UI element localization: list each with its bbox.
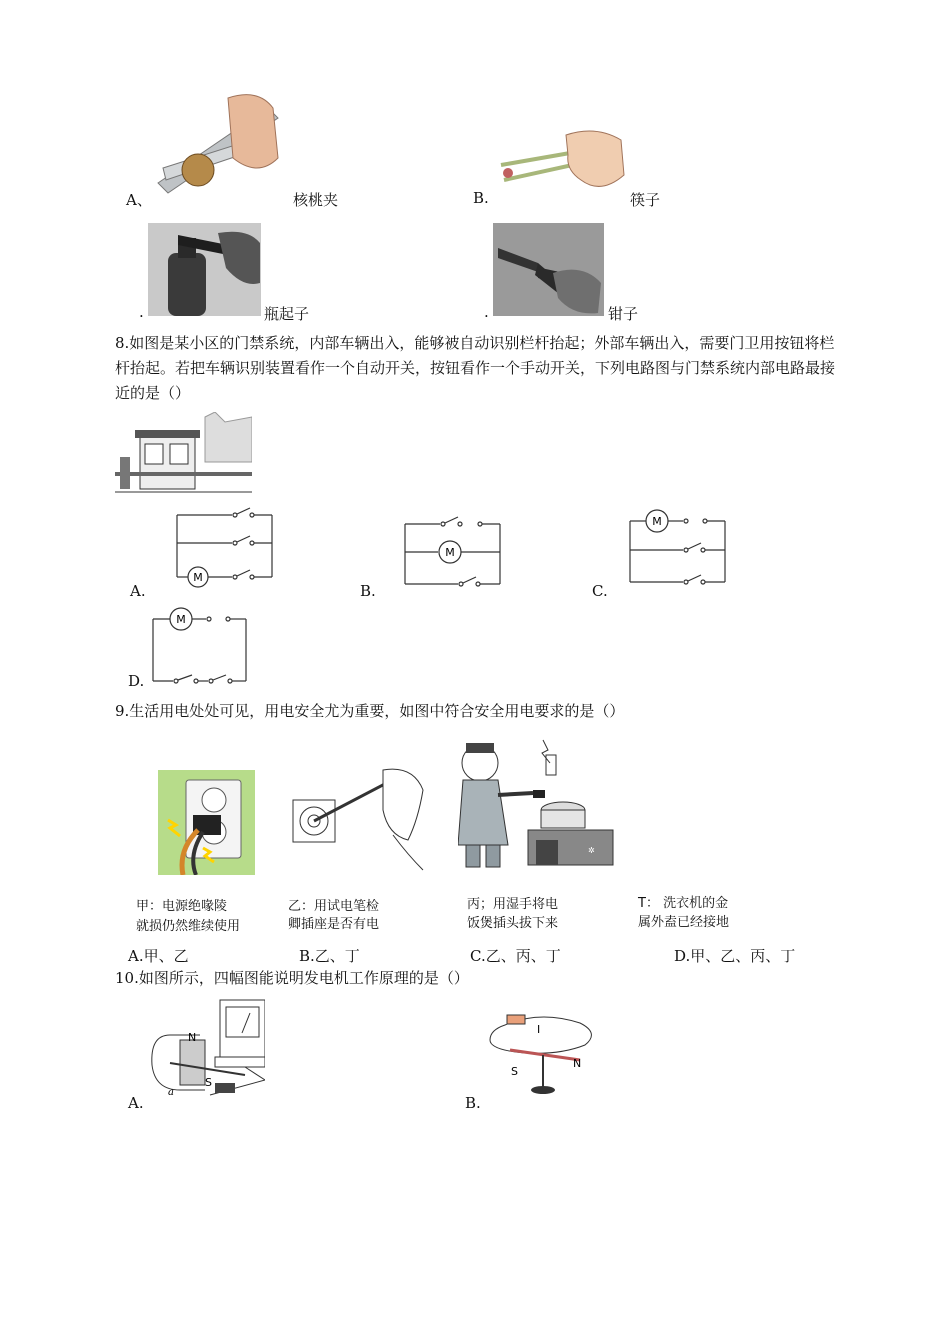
nutcracker-image bbox=[148, 88, 290, 200]
q10-question: 10.如图所示，四幅图能说明发电机工作原理的是（） bbox=[115, 969, 469, 987]
caption-yi-1: 乙：用试电笔检 bbox=[288, 899, 380, 914]
caption-bing-1: 丙；用湿手将电 bbox=[467, 897, 559, 912]
q8-option-b[interactable]: B. bbox=[360, 582, 376, 600]
label-a-a: a bbox=[168, 1087, 174, 1097]
motor-label-c: M bbox=[652, 515, 662, 528]
circuit-d bbox=[148, 605, 253, 685]
label-n-a: N bbox=[188, 1031, 197, 1044]
label-s-b: S bbox=[511, 1065, 518, 1078]
motor-label-d: M bbox=[176, 613, 186, 626]
bottle-opener-image bbox=[148, 223, 261, 316]
circuit-c bbox=[625, 506, 730, 588]
q8-question: 8.如图是某小区的门禁系统，内部车辆出入，能够被自动识别栏杆抬起；外部车辆出入，需要门卫用按钮将栏杆抬起。若把车辆识别装置看作一个自动开关，按钮看作一个手动开关，下列电路图与门禁系统内部电路最接近的是（） bbox=[115, 334, 836, 402]
caption-ding-2: 属外盍已经接地 bbox=[638, 915, 730, 930]
q7-option-b-label: 筷子 bbox=[630, 191, 661, 209]
q7-option-d-label: 钳子 bbox=[608, 305, 639, 323]
q8-option-c[interactable]: C. bbox=[592, 582, 608, 600]
caption-yi-2: 卿插座是否有电 bbox=[288, 917, 380, 932]
test-pen-image bbox=[288, 765, 428, 875]
q9-option-a[interactable]: A.甲、乙 bbox=[128, 947, 189, 965]
q7-option-c-label: 瓶起子 bbox=[264, 305, 310, 323]
circuit-a bbox=[170, 495, 280, 590]
label-s-a: S bbox=[205, 1076, 212, 1089]
wet-hand-image bbox=[458, 735, 616, 870]
q9-option-b[interactable]: B.乙、丁 bbox=[299, 947, 360, 965]
q9-option-c[interactable]: C.乙、丙、丁 bbox=[470, 947, 561, 965]
q7-option-a-label: 核桃夹 bbox=[293, 191, 339, 209]
q9-option-d[interactable]: D.甲、乙、丙、丁 bbox=[674, 947, 796, 965]
chopsticks-image bbox=[496, 125, 626, 195]
q8-option-d[interactable]: D. bbox=[128, 672, 145, 690]
caption-ding-1: T： 洗衣机的金 bbox=[638, 896, 729, 911]
pliers-image bbox=[493, 223, 604, 316]
caption-bing-2: 饭煲插头拔下来 bbox=[467, 916, 559, 931]
circuit-b bbox=[400, 512, 505, 592]
q10-option-a[interactable]: A. bbox=[128, 1094, 144, 1112]
caption-jia-1: 甲：电源绝喙陵 bbox=[136, 899, 228, 914]
generator-experiment-image bbox=[150, 995, 265, 1097]
damaged-cord-image bbox=[158, 770, 255, 875]
svg-text:✲: ✲ bbox=[588, 846, 595, 855]
q10-option-b[interactable]: B. bbox=[465, 1094, 481, 1112]
motor-label-b: M bbox=[445, 546, 455, 559]
q7-option-a-letter[interactable]: A、 bbox=[126, 191, 152, 209]
q7-option-b-letter[interactable]: B. bbox=[473, 189, 489, 207]
q8-option-a[interactable]: A. bbox=[130, 582, 146, 600]
q7-option-c-letter[interactable]: . bbox=[139, 303, 144, 321]
label-i-b: I bbox=[537, 1023, 541, 1036]
caption-jia-2: 就损仍然维续使用 bbox=[136, 919, 241, 934]
q7-option-d-letter[interactable]: . bbox=[484, 303, 489, 321]
oersted-experiment-image bbox=[485, 1005, 595, 1097]
motor-label-a: M bbox=[193, 571, 203, 584]
label-n-b: N bbox=[573, 1057, 582, 1070]
gate-booth-image bbox=[115, 412, 252, 497]
q9-question: 9.生活用电处处可见，用电安全尤为重要，如图中符合安全用电要求的是（） bbox=[115, 702, 625, 720]
